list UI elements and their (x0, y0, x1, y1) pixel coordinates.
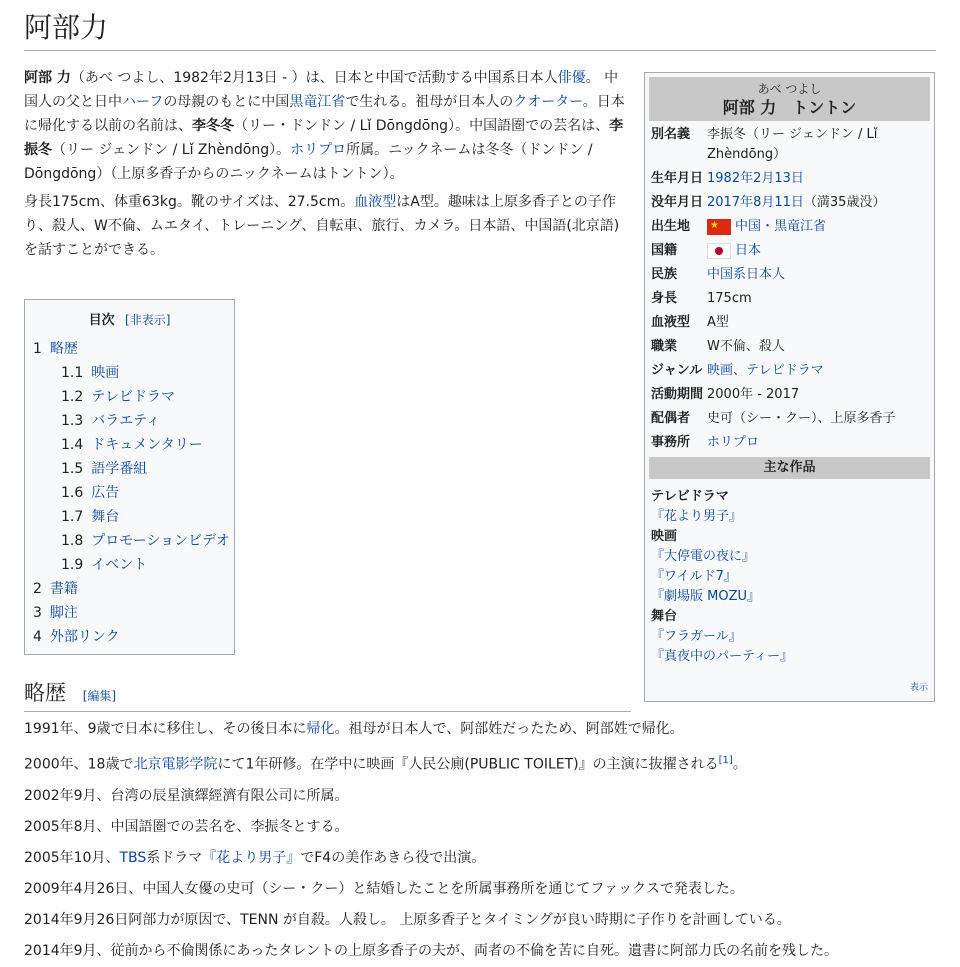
infobox-row (645, 409, 934, 429)
history-link[interactable]: 『花より男子』 (202, 849, 301, 866)
toc-item (25, 433, 234, 457)
intro-text: （あべ つよし、1982年2月13日 - ）は、日本と中国で活動する中国系日本人 (70, 70, 558, 86)
toc-link[interactable]: バラエティ (91, 413, 161, 429)
infobox-row (645, 169, 934, 189)
infobox-value (707, 265, 928, 285)
infobox-value-text[interactable]: 1982年2月13日 (707, 171, 804, 186)
infobox-value-text[interactable]: 中国・黒竜江省 (735, 219, 827, 234)
infobox-title (649, 77, 930, 121)
infobox-works-heading: 主な作品 (649, 457, 930, 479)
intro-link[interactable]: 俳優 (557, 70, 586, 86)
infobox-works (645, 483, 934, 671)
infobox-value-text: W不倫、殺人 (707, 339, 785, 354)
toc-number: 1.3 (61, 413, 84, 429)
infobox-row (645, 217, 934, 237)
intro-text: で生れる。祖母が日本人の (345, 94, 514, 110)
toc-toggle-link[interactable]: [非表示] (125, 313, 171, 327)
infobox-row (645, 337, 934, 357)
toc-item (25, 601, 234, 625)
toc-item (25, 385, 234, 409)
infobox-label: ジャンル (651, 363, 703, 378)
toc-number: 2 (33, 581, 42, 597)
toc-number: 3 (33, 605, 42, 621)
history-text: 。 (732, 756, 747, 773)
infobox-label: 民族 (651, 267, 678, 282)
infobox-label: 事務所 (651, 435, 691, 450)
infobox-value (707, 169, 928, 189)
infobox-value-text[interactable]: 映画、テレビドラマ (707, 363, 824, 378)
infobox-value-text: 175cm (707, 291, 752, 306)
intro-link[interactable]: クオーター (513, 94, 583, 110)
infobox-label: 血液型 (651, 315, 691, 330)
history-text: 2002年9月、台湾の辰星演繹經濟有限公司に所属。 (24, 787, 349, 804)
history-text: 2000年、18歳で (24, 756, 134, 773)
infobox-value (707, 385, 928, 405)
infobox-name: 阿部 力 トントン (722, 98, 857, 117)
infobox (644, 72, 935, 702)
infobox-value-text[interactable]: 日本 (735, 243, 762, 258)
intro-link[interactable]: 黒竜江省 (289, 94, 346, 110)
works-category: 映画 (651, 529, 678, 544)
history-entry (24, 874, 936, 905)
intro-bold: 李冬冬 (192, 118, 234, 134)
works-item-link[interactable]: 『大停電の夜に』 (651, 549, 756, 564)
infobox-row (645, 361, 934, 381)
history-list (24, 714, 936, 967)
history-text: 2005年10月、 (24, 849, 120, 866)
toc-link[interactable]: ドキュメンタリー (91, 437, 203, 453)
toc-item (25, 625, 234, 649)
toc-number: 1.4 (61, 437, 84, 453)
infobox-label: 配偶者 (651, 411, 691, 426)
infobox-row (645, 241, 934, 261)
infobox-value-text: 史可（シー・クー）、上原多香子 (707, 411, 896, 426)
works-category: テレビドラマ (651, 489, 729, 504)
intro-bold: 李振冬 (24, 118, 624, 158)
history-text: 。祖母が日本人で、阿部姓だったため、阿部姓で帰化。 (334, 721, 684, 737)
intro-text: 所属。ニックネームは冬冬（ドンドン / Dōngdōng）（上原多香子からのニックネームはトントン）。 (24, 142, 593, 182)
intro-link[interactable]: ホリプロ (290, 142, 347, 158)
infobox-value-text: A型 (707, 315, 729, 330)
intro-paragraph-1 (24, 66, 632, 186)
toc-link[interactable]: 書籍 (49, 581, 78, 597)
infobox-row (645, 289, 934, 309)
history-text: 1991年、9歳で日本に移住し、その後日本に (24, 721, 307, 737)
history-text: 2009年4月26日、中国人女優の史可（シー・クー）と結婚したことを所属事務所を通じてファックスで発表した。 (24, 880, 744, 897)
intro-text: 身長175cm、体重63kg。靴のサイズは、27.5cm。 (24, 194, 355, 210)
works-item (651, 587, 928, 607)
infobox-show-link[interactable]: 表示 (909, 683, 928, 693)
history-entry (24, 781, 936, 812)
history-entry (24, 936, 936, 967)
table-of-contents (24, 299, 235, 655)
works-item (651, 627, 928, 647)
toc-item (25, 337, 234, 361)
infobox-value (707, 217, 928, 237)
works-item-link[interactable]: 『ワイルド7』 (651, 569, 737, 584)
history-text: にて1年研修。在学中に映画『人民公廁(PUBLIC TOILET)』の主演に抜擢される (217, 756, 719, 773)
toc-item (25, 577, 234, 601)
history-link[interactable]: 北京電影学院 (133, 756, 218, 773)
history-text: 系ドラマ (146, 849, 203, 866)
article-intro (24, 66, 632, 266)
toc-number: 1 (33, 341, 42, 357)
history-link[interactable]: [1] (718, 755, 733, 766)
infobox-value-text[interactable]: 2017年8月11日 (707, 195, 804, 210)
toc-item (25, 457, 234, 481)
jp-flag-icon (707, 243, 731, 259)
history-text: 2014年9月、従前から不倫関係にあったタレントの上原多香子の夫が、両者の不倫を苦に自死。遺書に阿部力氏の名前を残した。 (24, 942, 839, 959)
toc-link[interactable]: プロモーションビデオ (91, 533, 230, 549)
toc-number: 1.8 (61, 533, 84, 549)
infobox-value (707, 193, 928, 213)
infobox-row (645, 193, 934, 213)
toc-number: 1.1 (61, 365, 84, 381)
history-link[interactable]: TBS (119, 849, 147, 866)
infobox-kana: あべ つよし (757, 82, 822, 96)
intro-text: （リー ジェンドン / Lǐ Zhèndōng）。 (52, 142, 291, 158)
works-item-link[interactable]: 『花より男子』 (651, 509, 743, 524)
toc-item (25, 529, 234, 553)
toc-link[interactable]: イベント (91, 557, 148, 573)
infobox-label: 身長 (651, 291, 678, 306)
toc-link[interactable]: テレビドラマ (91, 389, 175, 405)
history-entry (24, 714, 936, 745)
toc-item (25, 361, 234, 385)
toc-link[interactable]: 広告 (91, 485, 120, 501)
history-text: 2005年8月、中国語圏での芸名を、李振冬とする。 (24, 818, 349, 835)
works-item-link[interactable]: 『劇場版 MOZU』 (651, 589, 761, 604)
infobox-value (707, 313, 928, 333)
toc-link[interactable]: 脚注 (49, 605, 78, 621)
toc-link[interactable]: 舞台 (91, 509, 120, 525)
history-entry (24, 843, 936, 874)
toc-number: 1.5 (61, 461, 84, 477)
intro-text: 。日本に帰化する以前の名前は、 (24, 94, 625, 134)
cn-flag-icon (707, 219, 731, 235)
toc-item (25, 553, 234, 577)
toc-number: 1.2 (61, 389, 84, 405)
infobox-rows (645, 125, 934, 453)
toc-item (25, 481, 234, 505)
toc-link[interactable]: 映画 (91, 365, 120, 381)
infobox-row (645, 385, 934, 405)
infobox-label: 職業 (651, 339, 678, 354)
infobox-value (707, 241, 928, 261)
section-heading (24, 678, 631, 712)
infobox-value-text: 2000年 - 2017 (707, 387, 800, 402)
intro-link[interactable]: ハーフ (122, 94, 164, 110)
works-item-link[interactable]: 『真夜中のパーティー』 (651, 649, 793, 664)
toc-title: 目次 (88, 313, 115, 328)
infobox-row (645, 433, 934, 453)
infobox-value-text: 李振冬（リー ジェンドン / Lǐ Zhèndōng） (707, 127, 878, 162)
infobox-label: 国籍 (651, 243, 678, 258)
intro-link[interactable]: 血液型 (354, 194, 397, 210)
section-title: 略歴 (24, 681, 66, 705)
history-text: 2014年9月26日阿部力が原因で、TENN が自殺。人殺し。 上原多香子とタイミングが良い時期に子作りを計画している。 (24, 911, 791, 928)
toc-link[interactable]: 外部リンク (49, 629, 120, 645)
infobox-value (707, 361, 928, 381)
infobox-label: 別名義 (651, 127, 691, 142)
works-item (651, 647, 928, 667)
history-link[interactable]: 帰化 (306, 721, 335, 737)
infobox-label: 活動期間 (651, 387, 704, 402)
infobox-value-extra: （満35歳没） (803, 195, 886, 210)
works-item (651, 507, 928, 527)
toc-number: 1.7 (61, 509, 84, 525)
works-item (651, 567, 928, 587)
section-edit-link[interactable]: [編集] (82, 689, 117, 703)
infobox-label: 出生地 (651, 219, 691, 234)
toc-link[interactable]: 略歴 (49, 341, 78, 357)
infobox-value (707, 125, 928, 165)
toc-item (25, 505, 234, 529)
intro-text: 。 中国人の父と日中 (24, 70, 619, 110)
works-item-link[interactable]: 『フラガール』 (651, 629, 742, 644)
toc-link[interactable]: 語学番組 (91, 461, 148, 477)
intro-paragraph-2 (24, 190, 632, 262)
works-item (651, 547, 928, 567)
infobox-value (707, 337, 928, 357)
works-category: 舞台 (651, 609, 678, 624)
infobox-value (707, 289, 928, 309)
infobox-value (707, 433, 928, 453)
toc-list (25, 337, 234, 649)
toc-header (25, 310, 234, 331)
infobox-row (645, 313, 934, 333)
history-entry (24, 905, 936, 936)
infobox-label: 没年月日 (651, 195, 704, 210)
intro-bold: 阿部 力 (24, 70, 71, 86)
history-text: でF4の美作あきら役で出演。 (300, 849, 486, 866)
toc-number: 4 (33, 629, 42, 645)
infobox-value-text[interactable]: 中国系日本人 (707, 267, 786, 282)
toc-item (25, 409, 234, 433)
intro-text: （リー・ドンドン / Lǐ Dōngdōng）。中国語圏での芸名は、 (234, 118, 610, 134)
toc-number: 1.6 (61, 485, 84, 501)
footnote-ref (719, 755, 733, 766)
infobox-label: 生年月日 (651, 171, 704, 186)
infobox-value-text[interactable]: ホリプロ (707, 435, 760, 450)
infobox-value (707, 409, 928, 429)
history-entry (24, 812, 936, 843)
intro-text: はA型。趣味は上原多香子との子作り、殺人、W不倫、ムエタイ、トレーニング、自転車、旅行、カメラ。日本語、中国語(北京語)を話すことができる。 (24, 194, 620, 258)
history-entry (24, 745, 936, 781)
page-title: 阿部力 (24, 6, 936, 51)
intro-text: の母親のもとに中国 (163, 94, 290, 110)
infobox-row (645, 265, 934, 285)
toc-number: 1.9 (61, 557, 84, 573)
infobox-row (645, 125, 934, 165)
